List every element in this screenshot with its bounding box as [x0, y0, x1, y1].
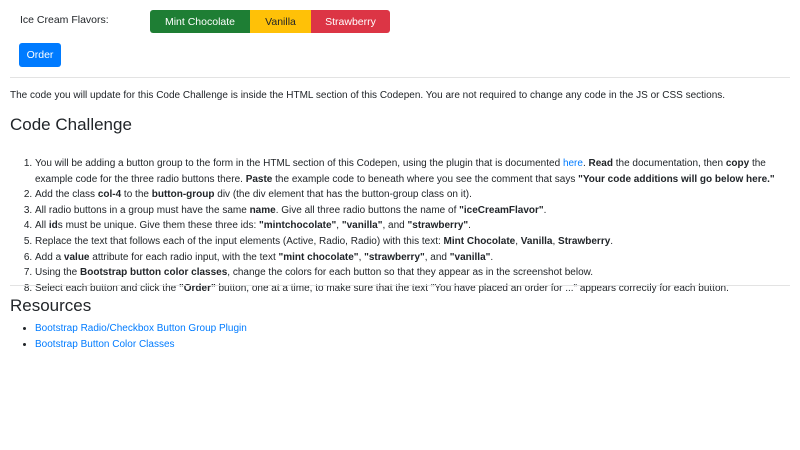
- text: .: [468, 220, 471, 232]
- bold-text: Strawberry: [558, 235, 611, 247]
- mint-chocolate-button[interactable]: Mint Chocolate: [150, 10, 250, 33]
- text: . Give all three radio buttons the name of: [275, 204, 460, 216]
- bold-text: "vanilla": [341, 220, 383, 232]
- challenge-heading: Code Challenge: [10, 115, 132, 134]
- challenge-item: [35, 281, 790, 297]
- text: , and: [424, 251, 450, 263]
- text: ,: [552, 235, 559, 247]
- bold-text: "vanilla": [449, 251, 491, 263]
- text: s must be unique. Give them these three ids:: [57, 220, 260, 232]
- bold-text: "mintchocolate": [259, 220, 337, 232]
- text: Select each button and click the: [35, 282, 179, 294]
- button-colors-link[interactable]: Bootstrap Button Color Classes: [35, 338, 175, 350]
- bold-text: name: [249, 204, 276, 216]
- text: .: [490, 251, 494, 263]
- challenge-item: [35, 218, 790, 234]
- radio-plugin-link[interactable]: Bootstrap Radio/Checkbox Button Group Plugin: [35, 323, 247, 334]
- bold-text: Read: [588, 158, 613, 169]
- text: Add a: [35, 251, 64, 263]
- text: ,: [336, 220, 342, 232]
- text: to the: [121, 189, 152, 201]
- text: the documentation, then: [612, 158, 726, 169]
- challenge-list: [10, 156, 790, 296]
- bold-text: "strawberry": [407, 220, 469, 232]
- challenge-item: [35, 203, 790, 219]
- bold-text: Mint Chocolate: [443, 235, 516, 247]
- intro-text: The code you will update for this Code Challenge is inside the HTML section of this Codepen. You are not required to change any code in the JS or CSS sections.: [10, 90, 726, 101]
- text: div (the div element that has the button-group class on it).: [214, 189, 472, 201]
- text: the: [749, 158, 766, 169]
- text: .: [610, 235, 614, 247]
- flavor-label: Ice Cream Flavors:: [20, 14, 109, 26]
- text: Add the class: [35, 189, 98, 201]
- challenge-item: [35, 234, 790, 250]
- text: ,: [358, 251, 365, 263]
- resources-list: [10, 321, 790, 352]
- bold-text: button-group: [151, 189, 215, 201]
- bold-text: "strawberry": [364, 251, 425, 263]
- bold-text: "mint chocolate": [278, 251, 359, 263]
- strawberry-button[interactable]: Strawberry: [311, 10, 390, 33]
- text: , change the colors for each button so that they appear as in the screenshot below.: [227, 267, 594, 279]
- bold-text: col-4: [97, 189, 122, 201]
- bold-text: "Order": [178, 282, 216, 294]
- text: button, one at a time, to make sure that the text "You have placed an order for ..." appears correctly for each button.: [215, 282, 729, 294]
- text: .: [543, 204, 547, 216]
- text: ,: [515, 235, 521, 247]
- resource-item: [35, 337, 790, 353]
- bold-text: Vanilla: [520, 235, 553, 247]
- here-link[interactable]: here: [562, 158, 583, 169]
- vanilla-button[interactable]: Vanilla: [250, 10, 311, 33]
- text: attribute for each radio input, with the text: [89, 251, 279, 263]
- challenge-item: [35, 265, 790, 281]
- bold-text: value: [63, 251, 90, 263]
- challenge-item: [35, 187, 790, 203]
- bold-text: id: [48, 220, 58, 232]
- divider: [10, 285, 790, 286]
- text: All: [35, 220, 49, 232]
- text: You will be adding a button group to the form in the HTML section of this Codepen, using the plugin that is documented: [35, 158, 563, 169]
- bold-text: Bootstrap button color classes: [80, 267, 228, 279]
- order-button[interactable]: Order: [19, 43, 61, 67]
- flavor-button-group: [150, 10, 390, 33]
- text: example code for the three radio buttons there.: [35, 173, 246, 185]
- text: , and: [382, 220, 408, 232]
- bold-text: Paste: [245, 173, 273, 185]
- text: .: [582, 158, 589, 169]
- resource-item: [35, 321, 790, 337]
- text: Using the: [35, 267, 81, 279]
- text: Replace the text that follows each of the input elements (Active, Radio, Radio) with this text:: [35, 235, 444, 247]
- text: the example code to beneath where you see the comment that says: [272, 173, 579, 185]
- text: All radio buttons in a group must have the same: [35, 204, 250, 216]
- challenge-item: [35, 250, 790, 266]
- divider: [10, 77, 790, 78]
- bold-text: "iceCreamFlavor": [459, 204, 544, 216]
- challenge-item: [35, 156, 790, 187]
- bold-text: "Your code additions will go below here.": [578, 173, 775, 185]
- resources-heading: Resources: [10, 296, 92, 315]
- bold-text: copy: [725, 158, 750, 169]
